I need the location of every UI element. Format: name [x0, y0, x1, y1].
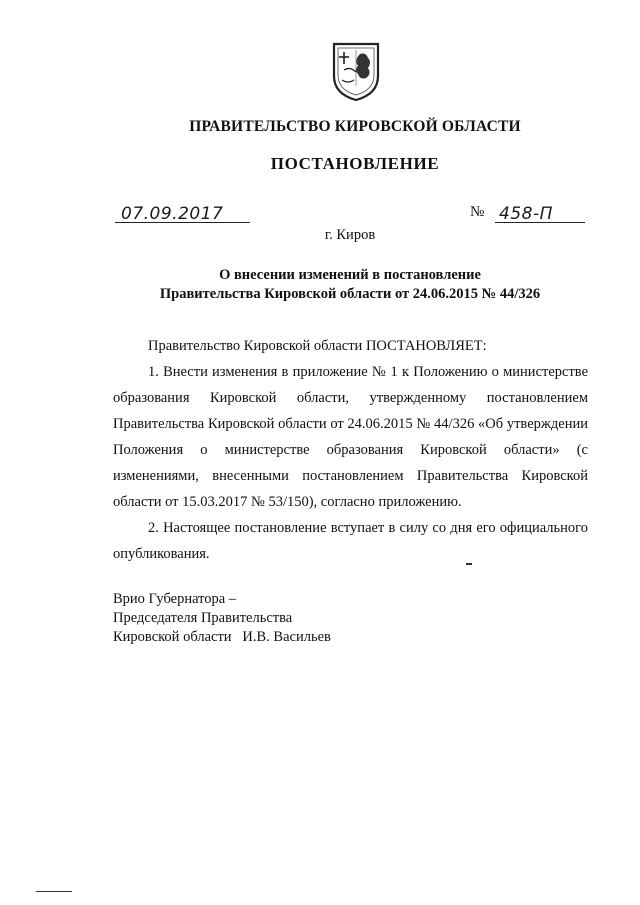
subject-line-2: Правительства Кировской области от 24.06.2015 № 44/326	[159, 286, 541, 302]
document-body	[113, 333, 588, 567]
subject-line-1: О внесении изменений в постановление	[219, 267, 481, 283]
signature-line-1: Врио Губернатора –	[113, 591, 237, 607]
kirov-oblast-coat-of-arms-icon	[330, 40, 382, 102]
signature-line-2: Председателя Правительства	[113, 610, 293, 626]
clause-2: 2. Настоящее постановление вступает в силу со дня его официального опубликования.	[113, 520, 588, 562]
number-field	[495, 202, 585, 223]
government-name: ПРАВИТЕЛЬСТВО КИРОВСКОЙ ОБЛАСТИ	[189, 118, 521, 135]
document-number: 458-П	[499, 204, 553, 224]
signature-block	[113, 590, 331, 647]
signature-line-3: Кировской области И.В. Васильев	[113, 629, 331, 645]
document-date: 07.09.2017	[121, 204, 224, 224]
preamble: Правительство Кировской области ПОСТАНОВЛЯЕТ:	[148, 338, 487, 354]
stray-mark	[466, 563, 472, 565]
date-field	[115, 202, 250, 223]
number-label: №	[470, 204, 485, 220]
footer-rule	[36, 891, 72, 892]
document-type: ПОСТАНОВЛЕНИЕ	[270, 154, 440, 173]
clause-1: 1. Внести изменения в приложение № 1 к Положению о министерстве образования Кировской области, утвержденному постановлением Правительства Кировской области от 24.06.2015 № 44/326 «Об утверждении Положения о министерстве образования Кировской области» (с изменениями, внесенными постановлением Правительства Кировской области от 15.03.2017 № 53/150), согласно приложению.	[113, 364, 588, 510]
city: г. Киров	[324, 227, 376, 243]
document-subject	[0, 266, 640, 304]
